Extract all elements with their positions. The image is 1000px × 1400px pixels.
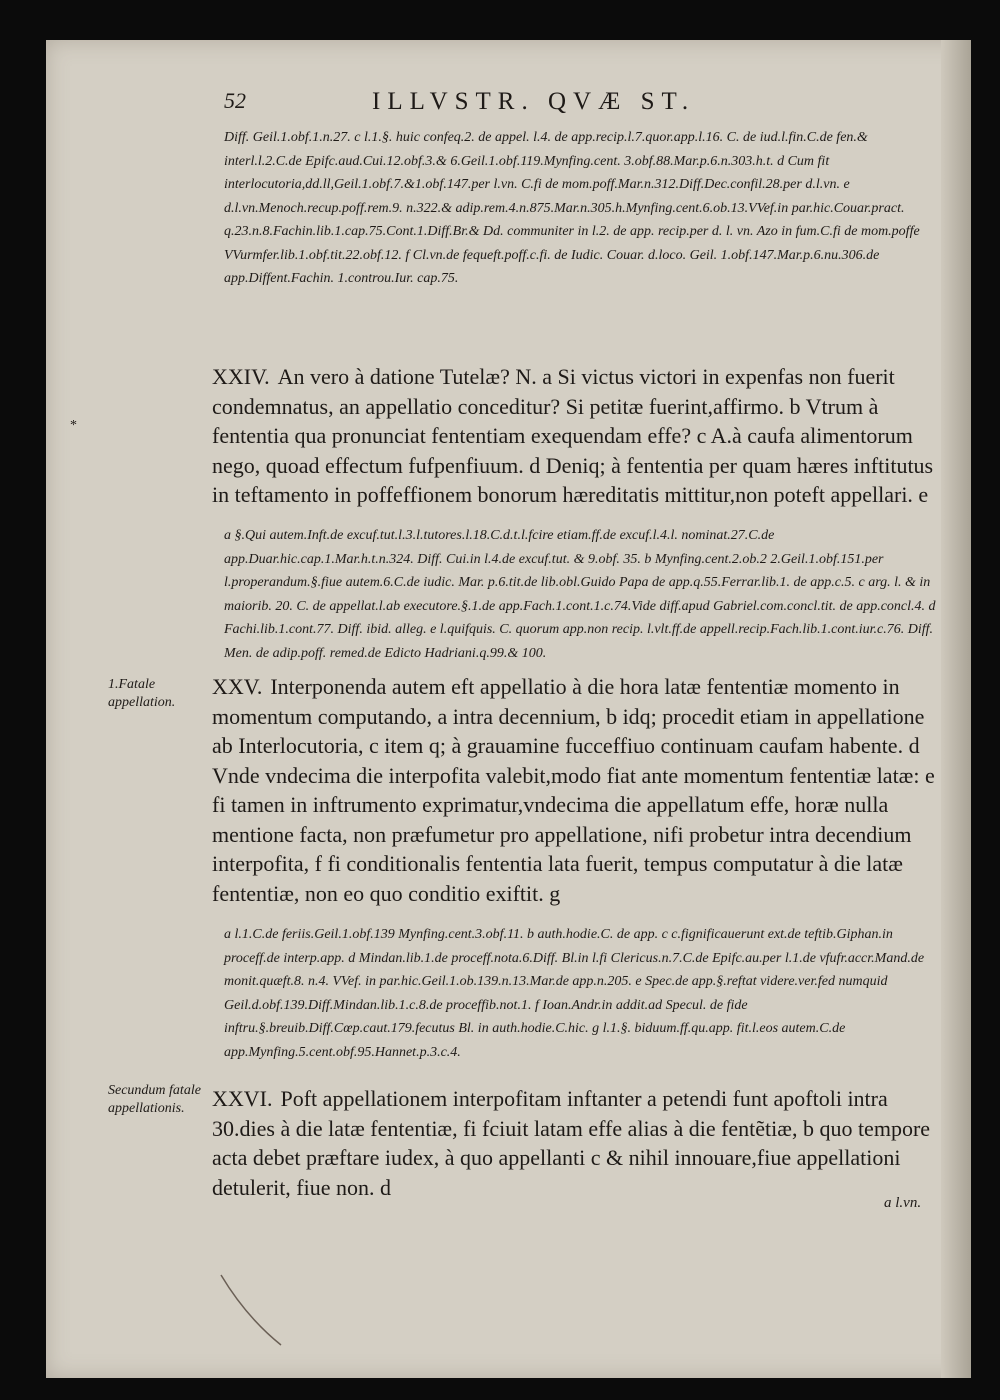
footnote-block: a l.1.C.de feriis.Geil.1.obf.139 Mynfing.cent.3.obf.11. b auth.hodie.C. de app. c c.fignificauerunt ext.de teftib.Giphan.in proceff.de interp.app. d Mindan.lib.1.de proceff.nota.6.Diff. Bl.in l.fi Clericus.n.7.C.de Epifc.au.per l.1.de vfufr.accr.Mand.de monit.quæft.8. n.4. VVef. in par.hic.Geil.1.ob.139.n.13.Mar.de app.n.205. e Spec.de app.§.reftat videre.ver.fed numquid Geil.d.obf.139.Diff.Mindan.lib.1.c.8.de proceffib.not.1. f Ioan.Andr.in addit.ad Specul. de fide inftru.§.breuib.Diff.Cœp.caut.179.fecutus Bl. in auth.hodie.C.hic. g l.1.§. biduum.ff.qu.app. fit.l.eos autem.C.de app.Mynfing.5.cent.obf.95.Hannet.p.3.c.4.	[224, 927, 925, 1060]
footnotes-top	[224, 126, 946, 291]
section-number: XXIV.	[212, 364, 270, 389]
footnote-block: a §.Qui autem.Inft.de excuf.tut.l.3.l.tutores.l.18.C.d.t.l.fcire etiam.ff.de excuf.l.4.l. nominat.27.C.de app.Duar.hic.cap.1.Mar.h.t.n.324. Diff. Cui.in l.4.de excuf.tut. & 9.obf. 35. b Mynfing.cent.2.ob.2 2.Geil.1.obf.151.per l.properandum.§.fiue autem.6.C.de iudic. Mar. p.6.tit.de lib.obl.Guido Papa de app.q.55.Ferrar.lib.1. de app.c.5. c arg. l. & in maiorib. 20. C. de appellat.l.ab executore.§.1.de app.Fach.1.cont.1.c.74.Vide diff.apud Gabriel.com.concl.tit. de app.concl.4. d Fachi.lib.1.cont.77. Diff. ibid. alleg. e l.quifquis. C. quorum app.non recip. l.vlt.ff.de appell.recip.Fach.lib.1.cont.iur.c.76. Diff. Men. de adip.poff. remed.de Edicto Hadriani.q.99.& 100.	[224, 528, 936, 661]
section-paragraph	[212, 672, 944, 908]
asterisk-mark: *	[70, 418, 77, 433]
section-text: Interponenda autem eft appellatio à die hora latæ fententiæ momento in momentum computando, a intra decennium, b idq; procedit etiam in appellatione ab Interlocutoria, c item q; à grauamine fucceffiuo continuam caufam habente. d Vnde vndecima die interpofita valebit,modo fiat ante momentum fententiæ latæ: e fi tamen in inftrumento exprimatur,vndecima die appellatum effe, horæ nulla mentione facta, non præfumetur pro appellatione, nifi probetur intra decendium interpofita, f fi conditionalis fententia lata fuerit, tempus computatur à die latæ fententiæ, non eo quo conditio exiftit. g	[212, 674, 935, 906]
section-text: An vero à datione Tutelæ? N. a Si victus victori in expenfas non fuerit condemnatus, an appellatio conceditur? Si petitæ fuerint,affirmo. b Vtrum à fententia qua pronunciat fententiam exequendam effe? c A.à caufa alimentorum nego, quoad effectum fufpenfiuum. d Deniq; à fententia per quam hæres inftitutus in teftamento in poffeffionem bonorum hæreditatis mittitur,non poteft appellari. e	[212, 364, 934, 507]
section-25	[212, 672, 944, 908]
pen-stroke-mark	[216, 1270, 286, 1350]
section-paragraph	[212, 362, 944, 510]
section-number: XXV.	[212, 674, 263, 699]
footnotes-24	[224, 524, 946, 665]
section-26	[212, 1084, 944, 1202]
running-title: ILLVSTR. QVÆ ST.	[372, 88, 696, 115]
section-text: Poft appellationem interpofitam inftanter a petendi funt apoftoli intra 30.dies à die latæ fententiæ, fi fciuit latam effe alias à die fentẽtiæ, b quo tempore acta debet præftare iudex, à quo appellanti c & nihil innouare,fiue appellationi detulerit, fiue non. d	[212, 1086, 931, 1200]
section-24	[212, 362, 944, 510]
section-paragraph	[212, 1084, 944, 1202]
margin-note-25: 1.Fatale appellation.	[108, 677, 176, 710]
footnote-block: Diff. Geil.1.obf.1.n.27. c l.1.§. huic confeq.2. de appel. l.4. de app.recip.l.7.quor.app.l.16. C. de iud.l.fin.C.de fen.& interl.l.2.C.de Epifc.aud.Cui.12.obf.3.& 6.Geil.1.obf.119.Mynfing.cent. 3.obf.88.Mar.p.6.n.303.h.t. d Cum fit interlocutoria,dd.ll,Geil.1.obf.7.&1.obf.147.per l.vn. C.fi de mom.poff.Mar.n.312.Diff.Dec.confil.28.per d.l.vn. e d.l.vn.Menoch.recup.poff.rem.9. n.322.& adip.rem.4.n.875.Mar.n.305.h.Mynfing.cent.6.ob.13.VVef.in par.hic.Couar.pract. q.23.n.8.Fachin.lib.1.cap.75.Cont.1.Diff.Br.& Dd. communiter in l.2. de app. recip.per d. l. vn. Azo in fum.C.fi de mom.poffe VVurmfer.lib.1.obf.tit.22.obf.12. f Cl.vn.de fequeft.poff.c.fi. de Iudic. Couar. d.loco. Geil. 1.obf.147.Mar.p.6.nu.306.de app.Diffent.Fachin. 1.controu.Iur. cap.75.	[224, 130, 920, 286]
footnotes-25	[224, 923, 946, 1064]
margin-note-26: Secundum fatale appellationis.	[108, 1083, 201, 1116]
book-page	[46, 40, 971, 1378]
page-header	[224, 88, 924, 124]
section-number: XXVI.	[212, 1086, 273, 1111]
catchword: a l.vn.	[884, 1195, 922, 1211]
page-number: 52	[224, 88, 246, 113]
